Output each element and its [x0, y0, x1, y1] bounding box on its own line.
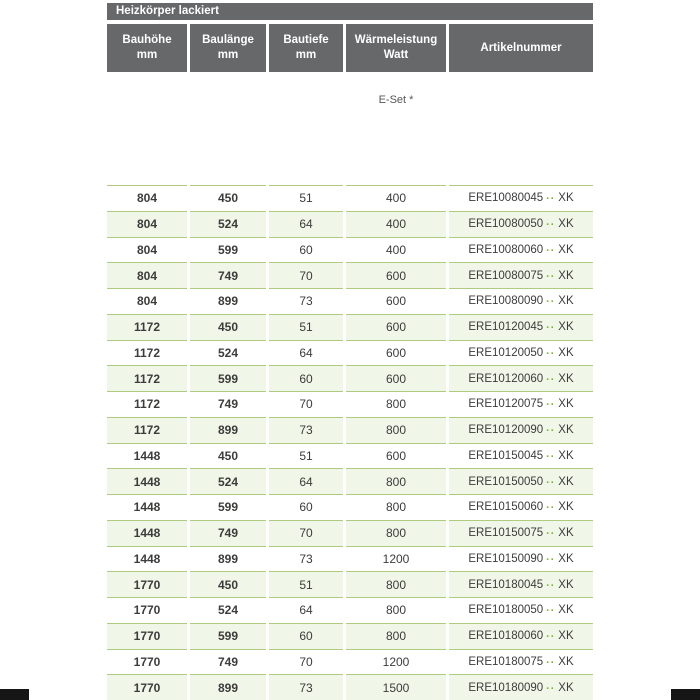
article-suffix: XK: [558, 604, 574, 617]
cell-watt: 800: [346, 623, 446, 649]
cell-bauhoehe: 804: [107, 288, 187, 314]
cell-bautiefe: 60: [269, 237, 343, 263]
cell-baulaenge: 524: [190, 468, 266, 494]
table-subheader-row: [107, 72, 593, 185]
column-header-bauhoehe: [107, 24, 187, 72]
table-row: [107, 443, 593, 469]
cell-watt: 400: [346, 211, 446, 237]
cell-artikelnummer: [449, 571, 593, 597]
cell-watt: 1500: [346, 674, 446, 700]
cell-baulaenge: 450: [190, 571, 266, 597]
separator-dots-icon: ..: [546, 319, 556, 332]
cell-artikelnummer: [449, 649, 593, 675]
cell-bautiefe: 60: [269, 365, 343, 391]
cell-bautiefe: 51: [269, 314, 343, 340]
cell-bauhoehe: 1448: [107, 494, 187, 520]
cell-artikelnummer: [449, 520, 593, 546]
cell-artikelnummer: [449, 468, 593, 494]
article-suffix: XK: [558, 295, 574, 308]
cell-bautiefe: 64: [269, 468, 343, 494]
cell-bauhoehe: 804: [107, 185, 187, 211]
cell-bautiefe: 60: [269, 623, 343, 649]
cell-watt: 800: [346, 597, 446, 623]
cell-bauhoehe: 1770: [107, 623, 187, 649]
cell-baulaenge: 450: [190, 185, 266, 211]
cell-watt: 600: [346, 340, 446, 366]
cell-artikelnummer: [449, 185, 593, 211]
cell-watt: 600: [346, 262, 446, 288]
column-header-unit: mm: [136, 49, 158, 61]
cell-bauhoehe: 1448: [107, 443, 187, 469]
table-row: [107, 494, 593, 520]
separator-dots-icon: ..: [546, 602, 556, 615]
table-row: [107, 288, 593, 314]
cell-bautiefe: 64: [269, 211, 343, 237]
article-suffix: XK: [558, 346, 574, 359]
article-number: ERE10080050: [468, 218, 544, 231]
separator-dots-icon: ..: [546, 344, 556, 357]
column-header-waermeleistung: [346, 24, 446, 72]
article-suffix: XK: [558, 192, 574, 205]
cell-baulaenge: 899: [190, 417, 266, 443]
separator-dots-icon: ..: [546, 422, 556, 435]
column-header-artikelnummer: [449, 24, 593, 72]
article-number: ERE10120060: [468, 372, 544, 385]
table-row: [107, 185, 593, 211]
cell-artikelnummer: [449, 674, 593, 700]
separator-dots-icon: ..: [546, 267, 556, 280]
article-suffix: XK: [558, 501, 574, 514]
cell-baulaenge: 749: [190, 520, 266, 546]
cell-bautiefe: 73: [269, 674, 343, 700]
separator-dots-icon: ..: [546, 499, 556, 512]
column-header-baulaenge: [190, 24, 266, 72]
table-row: [107, 649, 593, 675]
cell-bautiefe: 70: [269, 520, 343, 546]
page-corner-mark-left: [0, 689, 29, 700]
cell-bautiefe: 73: [269, 417, 343, 443]
cell-bautiefe: 70: [269, 391, 343, 417]
table-row: [107, 417, 593, 443]
article-number: ERE10180075: [468, 655, 544, 668]
cell-baulaenge: 524: [190, 340, 266, 366]
cell-artikelnummer: [449, 417, 593, 443]
cell-watt: 800: [346, 520, 446, 546]
cell-bautiefe: 60: [269, 494, 343, 520]
article-number: ERE10150060: [468, 501, 544, 514]
separator-dots-icon: ..: [546, 396, 556, 409]
table-title-bar: Heizkörper lackiert: [107, 3, 593, 20]
cell-bautiefe: 51: [269, 185, 343, 211]
article-number: ERE10180050: [468, 604, 544, 617]
cell-baulaenge: 450: [190, 443, 266, 469]
cell-baulaenge: 524: [190, 211, 266, 237]
separator-dots-icon: ..: [546, 576, 556, 589]
cell-bauhoehe: 1770: [107, 597, 187, 623]
column-header-unit: Watt: [383, 49, 409, 61]
cell-bauhoehe: 1770: [107, 649, 187, 675]
cell-baulaenge: 599: [190, 623, 266, 649]
separator-dots-icon: ..: [546, 190, 556, 203]
article-suffix: XK: [558, 578, 574, 591]
table-row: [107, 520, 593, 546]
separator-dots-icon: ..: [546, 216, 556, 229]
cell-watt: 400: [346, 237, 446, 263]
table-row: [107, 674, 593, 700]
article-number: ERE10080045: [468, 192, 544, 205]
article-suffix: XK: [558, 475, 574, 488]
cell-bautiefe: 64: [269, 597, 343, 623]
cell-bautiefe: 73: [269, 546, 343, 572]
cell-bauhoehe: 1770: [107, 674, 187, 700]
cell-artikelnummer: [449, 546, 593, 572]
page-corner-mark-right: [671, 689, 700, 700]
cell-bauhoehe: 1448: [107, 546, 187, 572]
cell-bautiefe: 51: [269, 443, 343, 469]
article-number: ERE10150050: [468, 475, 544, 488]
cell-artikelnummer: [449, 288, 593, 314]
cell-artikelnummer: [449, 211, 593, 237]
cell-bauhoehe: 1172: [107, 314, 187, 340]
subheader-cell-empty: [449, 72, 593, 185]
cell-artikelnummer: [449, 494, 593, 520]
article-number: ERE10180060: [468, 630, 544, 643]
subheader-cell-empty: [269, 72, 343, 185]
table-body: [107, 185, 593, 700]
cell-watt: 1200: [346, 649, 446, 675]
column-header-unit: mm: [295, 49, 317, 61]
separator-dots-icon: ..: [546, 550, 556, 563]
article-suffix: XK: [558, 655, 574, 668]
article-suffix: XK: [558, 424, 574, 437]
column-header-label: Baulänge: [202, 34, 254, 47]
cell-baulaenge: 450: [190, 314, 266, 340]
cell-bauhoehe: 1448: [107, 520, 187, 546]
cell-baulaenge: 749: [190, 649, 266, 675]
article-suffix: XK: [558, 243, 574, 256]
cell-artikelnummer: [449, 391, 593, 417]
cell-artikelnummer: [449, 262, 593, 288]
table-row: [107, 597, 593, 623]
article-number: ERE10080090: [468, 295, 544, 308]
article-suffix: XK: [558, 218, 574, 231]
cell-bautiefe: 64: [269, 340, 343, 366]
table-row: [107, 365, 593, 391]
subheader-cell-empty: [107, 72, 187, 185]
column-header-label: Wärmeleistung: [354, 34, 438, 47]
cell-artikelnummer: [449, 623, 593, 649]
column-header-label: Artikelnummer: [480, 41, 562, 54]
separator-dots-icon: ..: [546, 447, 556, 460]
cell-bauhoehe: 804: [107, 237, 187, 263]
cell-bautiefe: 70: [269, 262, 343, 288]
cell-watt: 800: [346, 391, 446, 417]
cell-baulaenge: 524: [190, 597, 266, 623]
article-number: ERE10080075: [468, 269, 544, 282]
separator-dots-icon: ..: [546, 653, 556, 666]
spec-table: [107, 3, 593, 700]
cell-artikelnummer: [449, 365, 593, 391]
cell-watt: 800: [346, 417, 446, 443]
separator-dots-icon: ..: [546, 293, 556, 306]
article-number: ERE10180090: [468, 681, 544, 694]
article-suffix: XK: [558, 449, 574, 462]
table-row: [107, 571, 593, 597]
article-suffix: XK: [558, 321, 574, 334]
cell-watt: 600: [346, 314, 446, 340]
cell-watt: 600: [346, 288, 446, 314]
cell-bautiefe: 51: [269, 571, 343, 597]
cell-artikelnummer: [449, 314, 593, 340]
cell-watt: 1200: [346, 546, 446, 572]
column-header-label: Bauhöhe: [122, 34, 172, 47]
cell-bauhoehe: 1770: [107, 571, 187, 597]
cell-watt: 600: [346, 443, 446, 469]
cell-watt: 800: [346, 571, 446, 597]
article-number: ERE10150090: [468, 552, 544, 565]
article-number: ERE10120090: [468, 424, 544, 437]
table-row: [107, 468, 593, 494]
cell-bautiefe: 70: [269, 649, 343, 675]
separator-dots-icon: ..: [546, 679, 556, 692]
column-header-unit: mm: [217, 49, 239, 61]
article-suffix: XK: [558, 681, 574, 694]
e-set-label: E-Set *: [378, 94, 414, 106]
table-row: [107, 237, 593, 263]
table-row: [107, 546, 593, 572]
cell-baulaenge: 599: [190, 237, 266, 263]
article-suffix: XK: [558, 630, 574, 643]
article-number: ERE10150045: [468, 449, 544, 462]
cell-watt: 800: [346, 494, 446, 520]
cell-bauhoehe: 1448: [107, 468, 187, 494]
article-suffix: XK: [558, 527, 574, 540]
cell-watt: 800: [346, 468, 446, 494]
cell-bautiefe: 73: [269, 288, 343, 314]
cell-baulaenge: 599: [190, 365, 266, 391]
cell-bauhoehe: 804: [107, 262, 187, 288]
cell-baulaenge: 749: [190, 262, 266, 288]
article-suffix: XK: [558, 398, 574, 411]
article-suffix: XK: [558, 269, 574, 282]
cell-baulaenge: 899: [190, 288, 266, 314]
table-row: [107, 391, 593, 417]
separator-dots-icon: ..: [546, 525, 556, 538]
article-number: ERE10180045: [468, 578, 544, 591]
cell-baulaenge: 599: [190, 494, 266, 520]
separator-dots-icon: ..: [546, 370, 556, 383]
article-number: ERE10080060: [468, 243, 544, 256]
table-row: [107, 623, 593, 649]
cell-artikelnummer: [449, 237, 593, 263]
column-header-label: Bautiefe: [283, 34, 329, 47]
table-header-row: [107, 24, 593, 72]
table-row: [107, 262, 593, 288]
table-row: [107, 211, 593, 237]
cell-baulaenge: 899: [190, 546, 266, 572]
cell-bauhoehe: 804: [107, 211, 187, 237]
table-row: [107, 314, 593, 340]
article-suffix: XK: [558, 552, 574, 565]
cell-bauhoehe: 1172: [107, 365, 187, 391]
article-number: ERE10150075: [468, 527, 544, 540]
cell-bauhoehe: 1172: [107, 417, 187, 443]
cell-baulaenge: 899: [190, 674, 266, 700]
separator-dots-icon: ..: [546, 241, 556, 254]
cell-bauhoehe: 1172: [107, 340, 187, 366]
separator-dots-icon: ..: [546, 473, 556, 486]
cell-baulaenge: 749: [190, 391, 266, 417]
table-row: [107, 340, 593, 366]
article-suffix: XK: [558, 372, 574, 385]
article-number: ERE10120075: [468, 398, 544, 411]
cell-artikelnummer: [449, 597, 593, 623]
cell-watt: 400: [346, 185, 446, 211]
subheader-cell-empty: [190, 72, 266, 185]
separator-dots-icon: ..: [546, 628, 556, 641]
column-header-bautiefe: [269, 24, 343, 72]
cell-artikelnummer: [449, 443, 593, 469]
article-number: ERE10120050: [468, 346, 544, 359]
article-number: ERE10120045: [468, 321, 544, 334]
cell-watt: 600: [346, 365, 446, 391]
cell-bauhoehe: 1172: [107, 391, 187, 417]
cell-artikelnummer: [449, 340, 593, 366]
